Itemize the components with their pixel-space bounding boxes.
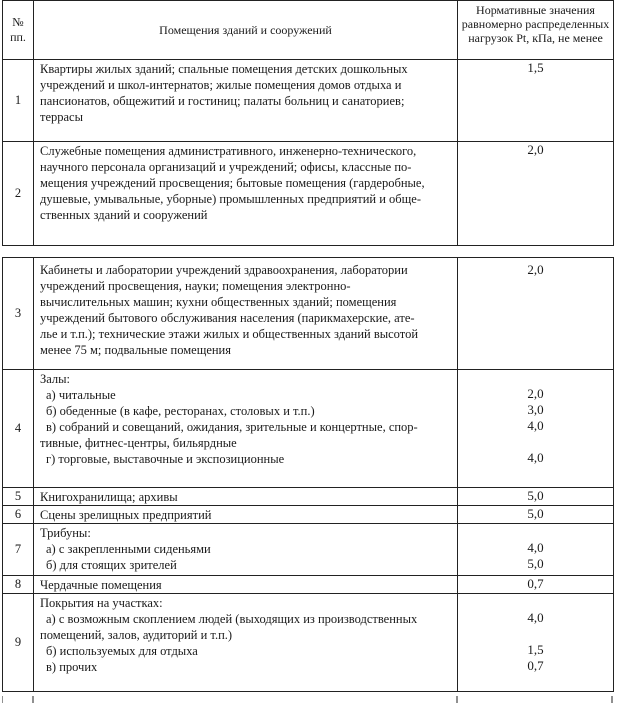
desc-line: а) с возможным скоплением людей (выходящих из производственных xyxy=(46,612,418,626)
header-description: Помещения зданий и сооружений xyxy=(34,1,458,60)
row-num: 3 xyxy=(3,258,34,370)
desc-line: душевые, умывальные, уборные) промышленных предприятий и обще- xyxy=(40,192,421,206)
table-row xyxy=(3,370,614,488)
desc-line: а) с закрепленными сиденьями xyxy=(46,542,211,556)
desc-line: в) собраний и совещаний, ожидания, зрительные и концертные, спор- xyxy=(46,420,418,434)
table-row xyxy=(3,524,614,576)
value-text: 4,0 xyxy=(527,610,544,625)
row-value xyxy=(458,506,614,524)
group-title: Залы: xyxy=(40,372,71,386)
value-text: 2,0 xyxy=(527,262,544,277)
value-text: 3,0 xyxy=(527,402,544,417)
row-value xyxy=(458,258,614,370)
value-text: 5,0 xyxy=(527,506,544,521)
header-value: Нормативные значения равномерно распределенных нагрузок Pt, кПа, не менее xyxy=(458,1,614,60)
desc-line: Кабинеты и лаборатории учреждений здравоохранения, лаборатории xyxy=(40,263,408,277)
table-continuation-lines xyxy=(2,696,613,703)
row-value xyxy=(458,488,614,506)
desc-line: террасы xyxy=(40,110,84,124)
desc-line: б) для стоящих зрителей xyxy=(46,558,177,572)
row-num: 4 xyxy=(3,370,34,488)
desc-line: а) читальные xyxy=(46,388,116,402)
value-text: 2,0 xyxy=(527,386,544,401)
row-value xyxy=(458,524,614,576)
value-text: 4,0 xyxy=(527,418,544,433)
table-row xyxy=(3,576,614,594)
value-text: 4,0 xyxy=(527,450,544,465)
row-description xyxy=(34,142,458,246)
group-title: Покрытия на участках: xyxy=(40,596,163,610)
row-num: 7 xyxy=(3,524,34,576)
desc-line: Сцены зрелищных предприятий xyxy=(40,508,212,522)
table-row xyxy=(3,258,614,370)
desc-line: учреждений и школ-интернатов; жилые помещения домов отдыха и xyxy=(40,78,402,92)
desc-line: б) используемых для отдыха xyxy=(46,644,198,658)
value-text: 1,5 xyxy=(527,60,544,75)
row-description xyxy=(34,258,458,370)
row-description xyxy=(34,576,458,594)
desc-line: ственных зданий и сооружений xyxy=(40,208,208,222)
row-description xyxy=(34,370,458,488)
value-text: 0,7 xyxy=(527,576,544,591)
desc-line: учреждений бытового обслуживания населения (парикмахерские, ате- xyxy=(40,311,415,325)
desc-line: Квартиры жилых зданий; спальные помещения детских дошкольных xyxy=(40,62,408,76)
next-row-cutoff xyxy=(2,693,613,703)
row-description xyxy=(34,60,458,142)
desc-line: Книгохранилища; архивы xyxy=(40,490,178,504)
value-text: 1,5 xyxy=(527,642,544,657)
value-text: 2,0 xyxy=(527,142,544,157)
desc-line: мещения учреждений просвещения; бытовые помещения (гардеробные, xyxy=(40,176,425,190)
table-row xyxy=(3,594,614,692)
desc-line: вычислительных машин; кухни общественных зданий; помещения xyxy=(40,295,397,309)
desc-line: учреждений просвещения, науки; помещения электронно- xyxy=(40,279,351,293)
value-text: 0,7 xyxy=(527,658,544,673)
header-num: № пп. xyxy=(3,1,34,60)
row-value xyxy=(458,576,614,594)
row-num: 1 xyxy=(3,60,34,142)
row-num: 8 xyxy=(3,576,34,594)
row-description xyxy=(34,524,458,576)
desc-line: помещений, залов, аудиторий и т.п.) xyxy=(40,628,233,642)
loads-table-part-2 xyxy=(2,257,614,692)
row-value xyxy=(458,142,614,246)
table-row xyxy=(3,60,614,142)
row-description xyxy=(34,506,458,524)
row-num: 5 xyxy=(3,488,34,506)
desc-line: б) обеденные (в кафе, ресторанах, столовых и т.п.) xyxy=(46,404,315,418)
row-num: 2 xyxy=(3,142,34,246)
row-num: 9 xyxy=(3,594,34,692)
row-value xyxy=(458,370,614,488)
value-text: 4,0 xyxy=(527,540,544,555)
row-value xyxy=(458,594,614,692)
table-row xyxy=(3,142,614,246)
table-header-row xyxy=(3,1,614,60)
desc-line: в) прочих xyxy=(46,660,98,674)
desc-line: Служебные помещения административного, инженерно-технического, xyxy=(40,144,417,158)
row-description xyxy=(34,594,458,692)
table-row xyxy=(3,506,614,524)
group-title: Трибуны: xyxy=(40,526,91,540)
desc-line: менее 75 м; подвальные помещения xyxy=(40,343,231,357)
row-description xyxy=(34,488,458,506)
desc-line: научного персонала организаций и учреждений; офисы, классные по- xyxy=(40,160,412,174)
desc-line: лье и т.п.); технические этажи жилых и общественных зданий высотой xyxy=(40,327,419,341)
desc-line: тивные, фитнес-центры, бильярдные xyxy=(40,436,237,450)
value-text: 5,0 xyxy=(527,488,544,503)
desc-line: г) торговые, выставочные и экспозиционные xyxy=(46,452,285,466)
desc-line: Чердачные помещения xyxy=(40,578,162,592)
row-value xyxy=(458,60,614,142)
loads-table-part-1 xyxy=(2,0,614,246)
row-num: 6 xyxy=(3,506,34,524)
desc-line: пансионатов, общежитий и гостиниц; палаты больниц и санаториев; xyxy=(40,94,405,108)
table-row xyxy=(3,488,614,506)
value-text: 5,0 xyxy=(527,556,544,571)
